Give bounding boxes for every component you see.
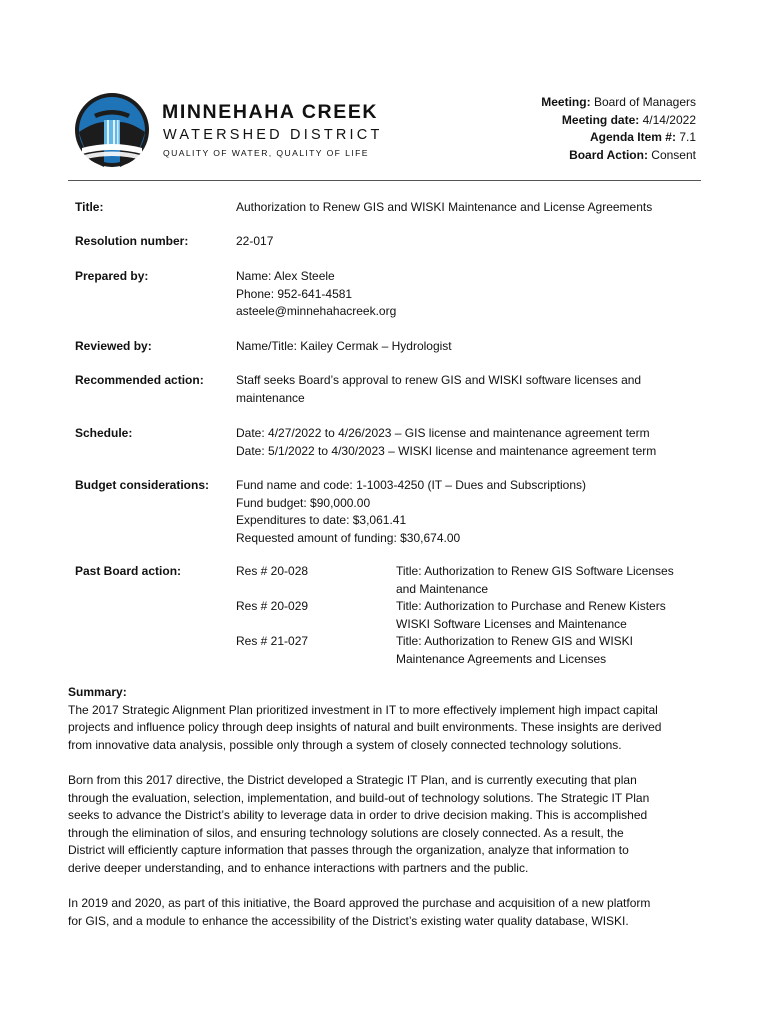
budget-value <box>236 477 706 547</box>
text-line: Title: Authorization to Renew GIS and WISKI <box>396 634 633 648</box>
meeting-info <box>541 94 696 164</box>
field-label: Prepared by: <box>75 269 149 283</box>
past-res-number: Res # 20-029 <box>236 599 309 613</box>
past-res-number: Res # 20-028 <box>236 564 309 578</box>
schedule-value <box>236 425 706 460</box>
prepared-phone: Phone: 952-641-4581 <box>236 286 353 301</box>
text-line: seeks to advance the District’s ability to leverage data in order to drive decision making. This is accomplished <box>68 808 648 823</box>
text-line: Title: Authorization to Purchase and Renew Kisters <box>396 599 666 613</box>
text-line: and Maintenance <box>396 581 489 596</box>
past-res-title <box>396 633 706 668</box>
field-label: Budget considerations: <box>75 478 210 492</box>
summary-section <box>68 684 708 948</box>
agenda-item-line: Agenda Item #: 7.1 <box>589 130 696 144</box>
past-res-title <box>396 563 706 598</box>
text-line: for GIS, and a module to enhance the accessibility of the District’s existing water quality database, WISKI. <box>68 913 629 928</box>
meeting-line: Meeting: Board of Managers <box>541 95 696 109</box>
text-line: Date: 5/1/2022 to 4/30/2023 – WISKI license and maintenance agreement term <box>236 443 657 458</box>
field-label: Resolution number: <box>75 234 189 248</box>
meeting-date-line: Meeting date: 4/14/2022 <box>561 112 696 127</box>
board-action-line: Board Action: Consent <box>569 147 696 162</box>
org-name-line2: WATERSHED DISTRICT <box>163 127 383 143</box>
prepared-value <box>236 268 706 321</box>
field-label: Recommended action: <box>75 373 204 387</box>
text-line: The 2017 Strategic Alignment Plan prioritized investment in IT to more effectively implement high impact capital <box>68 702 658 717</box>
text-line: In 2019 and 2020, as part of this initiative, the Board approved the purchase and acquisition of a new platform <box>68 896 651 911</box>
field-label: Title: <box>75 200 104 214</box>
text-line: projects and influence policy through deep insights of natural and built environments. These insights are derived <box>68 720 662 735</box>
text-line: Born from this 2017 directive, the District developed a Strategic IT Plan, and is currently executing that plan <box>68 772 637 787</box>
org-logo-block <box>74 92 383 172</box>
field-label: Schedule: <box>75 426 133 440</box>
resolution-value: 22-017 <box>236 234 274 248</box>
summary-paragraph <box>68 772 708 878</box>
text-line: Fund name and code: 1-1003-4250 (IT – Dues and Subscriptions) <box>236 478 586 492</box>
summary-heading: Summary: <box>68 685 127 699</box>
text-line: maintenance <box>236 390 305 405</box>
title-value: Authorization to Renew GIS and WISKI Maintenance and License Agreements <box>236 200 653 214</box>
reviewed-value: Name/Title: Kailey Cermak – Hydrologist <box>236 339 452 353</box>
text-line: Title: Authorization to Renew GIS Software Licenses <box>396 564 674 578</box>
text-line: derive deeper understanding, and to enhance interactions with partners and the public. <box>68 860 529 875</box>
field-label: Past Board action: <box>75 564 182 578</box>
text-line: Requested amount of funding: $30,674.00 <box>236 530 461 545</box>
past-res-title <box>396 598 706 633</box>
text-line: through the elimination of silos, and ensuring technology solutions are closely connected. As a result, the <box>68 825 624 840</box>
field-label: Reviewed by: <box>75 339 152 353</box>
past-action-row <box>75 563 705 673</box>
recommended-value <box>236 372 706 407</box>
text-line: District will efficiently capture information that passes through the organization, analyze that information to <box>68 843 629 858</box>
text-line: WISKI Software Licenses and Maintenance <box>396 616 627 631</box>
text-line: Fund budget: $90,000.00 <box>236 495 371 510</box>
text-line: from innovative data analysis, possible only through a system of closely connected technology solutions. <box>68 737 622 752</box>
prepared-name: Name: Alex Steele <box>236 269 335 283</box>
summary-paragraph <box>68 702 708 755</box>
org-tagline: QUALITY OF WATER, QUALITY OF LIFE <box>163 148 369 158</box>
text-line: through the evaluation, selection, implementation, and build-out of technology solutions. The Strategic IT Plan <box>68 790 650 805</box>
text-line: Expenditures to date: $3,061.41 <box>236 513 407 527</box>
text-line: Date: 4/27/2022 to 4/26/2023 – GIS license and maintenance agreement term <box>236 426 650 440</box>
summary-paragraph <box>68 895 708 930</box>
text-line: Maintenance Agreements and Licenses <box>396 651 607 666</box>
waterfall-logo-icon <box>74 92 150 168</box>
org-name-line1: MINNEHAHA CREEK <box>162 101 379 123</box>
prepared-email: asteele@minnehahacreek.org <box>236 304 397 318</box>
header-divider <box>68 180 701 181</box>
past-res-number: Res # 21-027 <box>236 634 309 648</box>
text-line: Staff seeks Board’s approval to renew GIS and WISKI software licenses and <box>236 373 642 387</box>
